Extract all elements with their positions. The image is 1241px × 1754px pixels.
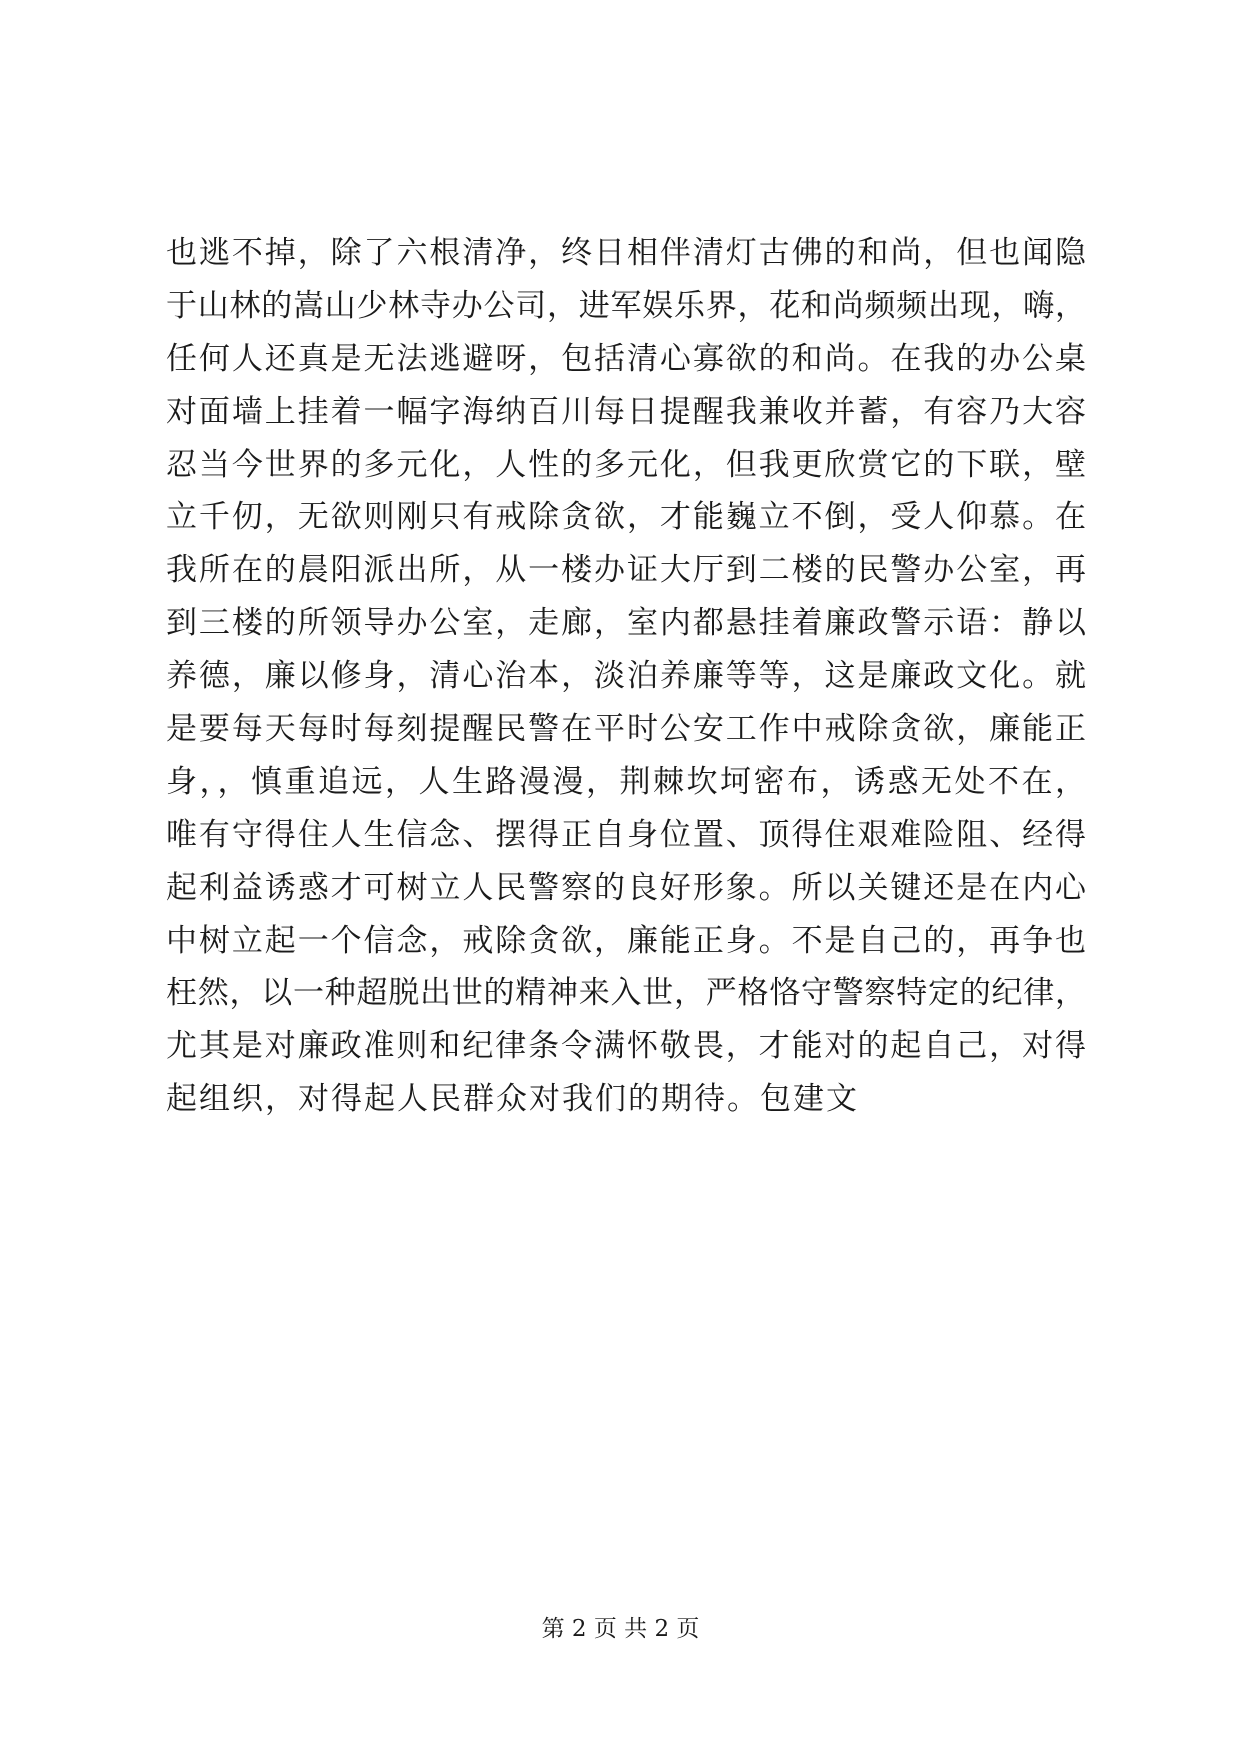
text-line: 中树立起一个信念，戒除贪欲，廉能正身。不是自己的，再争也 [166,922,1086,959]
text-line: 起利益诱惑才可树立人民警察的良好形象。所以关键还是在内心 [166,869,1086,906]
text-line: 到三楼的所领导办公室，走廊，室内都悬挂着廉政警示语：静以 [166,605,1086,642]
text-line: 忍当今世界的多元化，人性的多元化，但我更欣赏它的下联，壁 [166,446,1086,483]
text-line: 我所在的晨阳派出所，从一楼办证大厅到二楼的民警办公室，再 [166,552,1086,589]
text-line: 也逃不掉，除了六根清净，终日相伴清灯古佛的和尚，但也闻隐 [166,235,1086,271]
text-line: 立千仞，无欲则刚只有戒除贪欲，才能巍立不倒，受人仰慕。在 [166,499,1086,536]
text-line: 于山林的嵩山少林寺办公司，进军娱乐界，花和尚频频出现，嗨， [166,287,1086,324]
text-line: 是要每天每时每刻提醒民警在平时公安工作中戒除贪欲，廉能正 [166,711,1086,748]
text-line-last: 起组织，对得起人民群众对我们的期待。包建文 [166,1081,859,1118]
text-line: 对面墙上挂着一幅字海纳百川每日提醒我兼收并蓄，有容乃大容 [166,393,1086,430]
text-line: 唯有守得住人生信念、摆得正自身位置、顶得住艰难险阻、经得 [166,816,1086,853]
page-number-footer: 第 2 页 共 2 页 [541,1616,700,1642]
body-text [166,227,1086,1126]
text-line: 任何人还真是无法逃避呀，包括清心寡欲的和尚。在我的办公桌 [166,340,1086,377]
text-line: 养德，廉以修身，清心治本，淡泊养廉等等，这是廉政文化。就 [166,658,1086,695]
text-line: 尤其是对廉政准则和纪律条令满怀敬畏，才能对的起自己，对得 [166,1028,1086,1065]
text-line: 身，，慎重追远，人生路漫漫，荆棘坎坷密布，诱惑无处不在， [166,763,1086,800]
text-line: 枉然，以一种超脱出世的精神来入世，严格恪守警察特定的纪律， [166,975,1086,1012]
